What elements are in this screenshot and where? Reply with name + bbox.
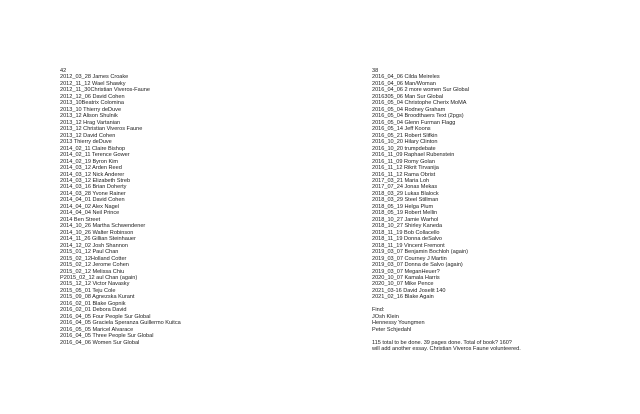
entry-line: 2014_03_12 Elizabeth Streb — [60, 177, 131, 184]
entry-line: 2016_05_04 Glenn Furman Flagg — [372, 119, 456, 126]
entry-line: 2021_02_16 Blake Again — [372, 294, 434, 301]
entry-line: 2016_11_09 Raphael Rubenstein — [372, 152, 455, 159]
entry-line: 2018_11_19 Donna deSalvo — [372, 236, 443, 243]
entry-line: 2016_11_12 Rikrit Tirvanija — [372, 165, 439, 172]
entry-line: 2015_01_12 Paul Chan — [60, 249, 119, 256]
entry-line: 2014_03_28 Yvone Rainer — [60, 190, 126, 197]
entry-line: 2019_03_07 Benjamin Bochloh (again) — [372, 249, 469, 256]
note-line: will add another essay. Christian Viveros Faune volunteered. — [372, 346, 521, 353]
entry-line: 2020_10_07 Kamala Harris — [372, 275, 440, 281]
right-column — [372, 68, 521, 353]
page-number: 38 — [372, 68, 379, 74]
find-heading: Find: — [372, 307, 385, 314]
entry-line: 2016_10_20 Hilary Clinton — [372, 139, 438, 146]
entry-line: 2012_11_12 Wael Shawky — [60, 80, 126, 87]
entry-line: 2021_03-16 David Joselit 140 — [372, 287, 446, 294]
entry-line: 2013 Thierry deDuve — [60, 139, 112, 146]
entry-line: 2018_05_19 Helga Plum — [372, 203, 434, 210]
entry-line: 2014_03_12 Nick Anderer — [60, 171, 125, 178]
entry-line: 2013_12 David Cohen — [60, 132, 116, 139]
entry-line: 2019_03_07 Donna de Salvo (again) — [372, 262, 463, 269]
entry-line: 2013_12 Alison Shulnik — [60, 113, 118, 120]
entry-line: 2014 Ben Street — [60, 216, 101, 223]
entry-line: 2018_10_27 Jamie Warhol — [372, 216, 439, 223]
entry-line: 2015_02_12 Melissa Chiu — [60, 268, 125, 275]
entry-line: 2016_05_04 Rodney Graham — [372, 106, 446, 113]
entry-line: 2019_03_07 MeganHeuer? — [372, 268, 440, 275]
entry-line: 2014_10_26 Martha Schwendener — [60, 223, 146, 230]
entry-line: 2016_05_05 Maricel Alvarace — [60, 326, 134, 333]
entry-line: 2016_04_06 Cilda Meireles — [372, 74, 440, 81]
entry-line: 2014_10_26 Walter Robinson — [60, 229, 134, 236]
entry-line: 2015_02_12 Jerome Cohen — [60, 262, 129, 269]
entry-line: 2016_11_09 Romy Golan — [372, 158, 435, 165]
entry-list — [60, 74, 181, 346]
entry-line: 2017_07_24 Jonas Mekas — [372, 184, 438, 191]
entry-line: 2012_03_28 James Croake — [60, 74, 129, 81]
entry-line: 2014_02_11 Claire Bishop — [60, 145, 126, 152]
left-column — [60, 68, 181, 346]
note-line: 115 total to be done. 39 pages done. Total of book? 160? — [372, 339, 512, 346]
entry-line: 2016_04_06 2 more women Sur Global — [372, 87, 469, 94]
find-line: Hennessy Youngmen — [372, 320, 425, 327]
entry-line: 2013_10Beatrix Colomina — [60, 100, 124, 107]
entry-line: 2014_11_26 Gillian Steinhauer — [60, 236, 136, 243]
entry-line: 2016305_06 Man Sur Global — [372, 93, 444, 100]
entry-line: 2014_02_19 Byron Kim — [60, 158, 119, 165]
entry-line: 2016_04_05 Three People Sur Global — [60, 333, 154, 340]
entry-line: 2016_11_12 Rama Obrist — [372, 171, 436, 178]
entry-line: 2018_11_19 Bob Collacello — [372, 229, 440, 236]
entry-line: 2013_10 Thierry deDuve — [60, 106, 122, 113]
entry-line: 2014_04_02 Alex Nagel — [60, 203, 119, 210]
entry-line: 2015_05_01 Teju Cole — [60, 287, 116, 294]
entry-line: 2017_03_21 Maria Loh — [372, 177, 430, 184]
entry-list — [372, 74, 521, 300]
entry-line: 2014_03_12 Arden Reed — [60, 165, 122, 172]
entry-line: 2018_11_19 Vincent Fremont — [372, 242, 445, 249]
entry-line: 2016_02_01 Blake Gopnik — [60, 300, 126, 307]
entry-line: 2016_04_06 Women Sur Global — [60, 339, 140, 346]
entry-line: 2016_05_04 Broodthaers Text (2pgs) — [372, 113, 464, 120]
entry-line: 2016_05_14 Jeff Koons — [372, 126, 431, 133]
entry-line: 2016_04_05 Four People Sur Global — [60, 313, 151, 320]
entry-line: 2014_03_16 Brian Doherty — [60, 184, 127, 191]
entry-line: 2013_12 Hrag Vartanian — [60, 119, 121, 126]
entry-line: 2014_04_01 David Cohen — [60, 197, 125, 204]
entry-line: 2012_12_06 David Cohen — [60, 93, 125, 100]
entry-line: 2015_02_12Holland Cotter — [60, 255, 127, 262]
right-page — [320, 0, 640, 414]
entry-line: 2016_02_01 Debora David — [60, 307, 127, 314]
entry-line: 2020_10_07 Mike Pence — [372, 281, 434, 288]
find-list — [372, 314, 521, 333]
entry-line: 2016_04_06 Man/Woman — [372, 80, 436, 87]
entry-line: 2016_05_04 Christophe Cherix MoMA — [372, 100, 467, 107]
entry-line: 2019_03_07 Courney J Martin — [372, 255, 447, 262]
entry-line: 2013_12 Christian Viveros Faune — [60, 126, 143, 133]
entry-line: 2014_12_02 Josh Shannon — [60, 242, 128, 249]
entry-line: 2015_12_12 Victor Navasky — [60, 281, 130, 288]
entry-line: 2012_11_30Christian Viveros-Faune — [60, 87, 150, 94]
entry-line: 2018_03_29 Lukas Blalock — [372, 190, 439, 197]
entry-line: 2014_02_11 Terence Gower — [60, 152, 130, 159]
entry-line: 2018_05_19 Robert Mellin — [372, 210, 438, 217]
page-number: 42 — [60, 68, 67, 74]
entry-line: 2018_10_27 Shirley Kaneda — [372, 223, 443, 230]
entry-line: P2015_02_12 aul Chan (again) — [60, 275, 138, 281]
find-line: Peter Schjedahl — [372, 326, 412, 333]
entry-line: 2018_03_29 Steel Stillman — [372, 197, 439, 204]
entry-line: 2016_04_05 Graciela Speranza Guillermo Kuitca — [60, 320, 181, 327]
notes — [372, 340, 521, 353]
entry-line: 2016_05_21 Robert Slifkin — [372, 132, 438, 139]
find-line: JOsh Klein — [372, 313, 399, 320]
entry-line: 2015_09_08 Agnezska Kurant — [60, 294, 135, 301]
entry-line: 2014_04_04 Neil Prince — [60, 210, 120, 217]
entry-line: 2016_10_20 trumpdebate — [372, 145, 436, 152]
